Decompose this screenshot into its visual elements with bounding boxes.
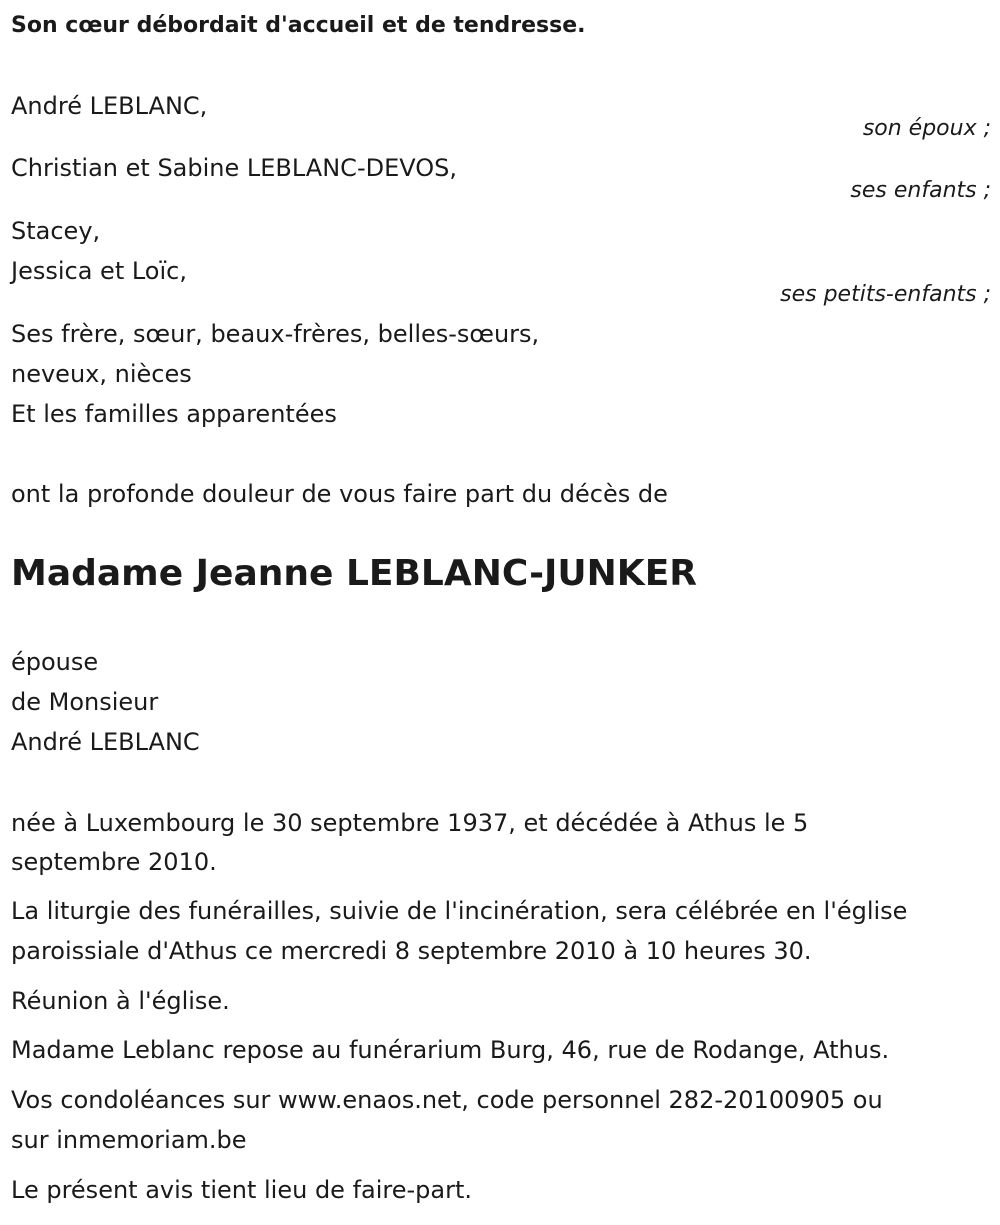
birth-death-line-1: née à Luxembourg le 30 septembre 1937, et décédée à Athus le 5 xyxy=(11,809,809,837)
spouse-line-3: André LEBLANC xyxy=(11,728,200,756)
relatives-line-2: neveux, nièces xyxy=(11,360,192,388)
relatives-line-1: Ses frère, sœur, beaux-frères, belles-sœurs, xyxy=(11,320,540,348)
family-children-role: ses enfants ; xyxy=(850,178,991,203)
meeting-line: Réunion à l'église. xyxy=(11,987,230,1015)
condolences-line-2: sur inmemoriam.be xyxy=(11,1126,247,1154)
condolences-line-1: Vos condoléances sur www.enaos.net, code personnel 282-20100905 ou xyxy=(11,1086,883,1114)
opening-line: Son cœur débordait d'accueil et de tendresse. xyxy=(11,13,586,38)
funeral-line-2: paroissiale d'Athus ce mercredi 8 septembre 2010 à 10 heures 30. xyxy=(11,937,812,965)
family-husband-name: André LEBLANC, xyxy=(11,92,208,120)
funeral-line-1: La liturgie des funérailles, suivie de l'incinération, sera célébrée en l'église xyxy=(11,897,908,925)
announcement-line: ont la profonde douleur de vous faire part du décès de xyxy=(11,480,668,508)
relatives-line-3: Et les familles apparentées xyxy=(11,400,337,428)
family-husband-role: son époux ; xyxy=(862,116,991,141)
spouse-line-1: épouse xyxy=(11,648,99,676)
family-grandchildren-role: ses petits-enfants ; xyxy=(780,282,991,307)
obituary-notice xyxy=(11,0,991,1225)
family-grandchild-name: Stacey, xyxy=(11,217,101,245)
family-grandchildren-names: Jessica et Loïc, xyxy=(11,257,187,285)
closing-line: Le présent avis tient lieu de faire-part. xyxy=(11,1176,473,1204)
deceased-name: Madame Jeanne LEBLANC-JUNKER xyxy=(11,553,698,594)
family-children-names: Christian et Sabine LEBLANC-DEVOS, xyxy=(11,154,457,182)
birth-death-line-2: septembre 2010. xyxy=(11,848,217,876)
repose-line: Madame Leblanc repose au funérarium Burg, 46, rue de Rodange, Athus. xyxy=(11,1036,890,1064)
spouse-line-2: de Monsieur xyxy=(11,688,159,716)
